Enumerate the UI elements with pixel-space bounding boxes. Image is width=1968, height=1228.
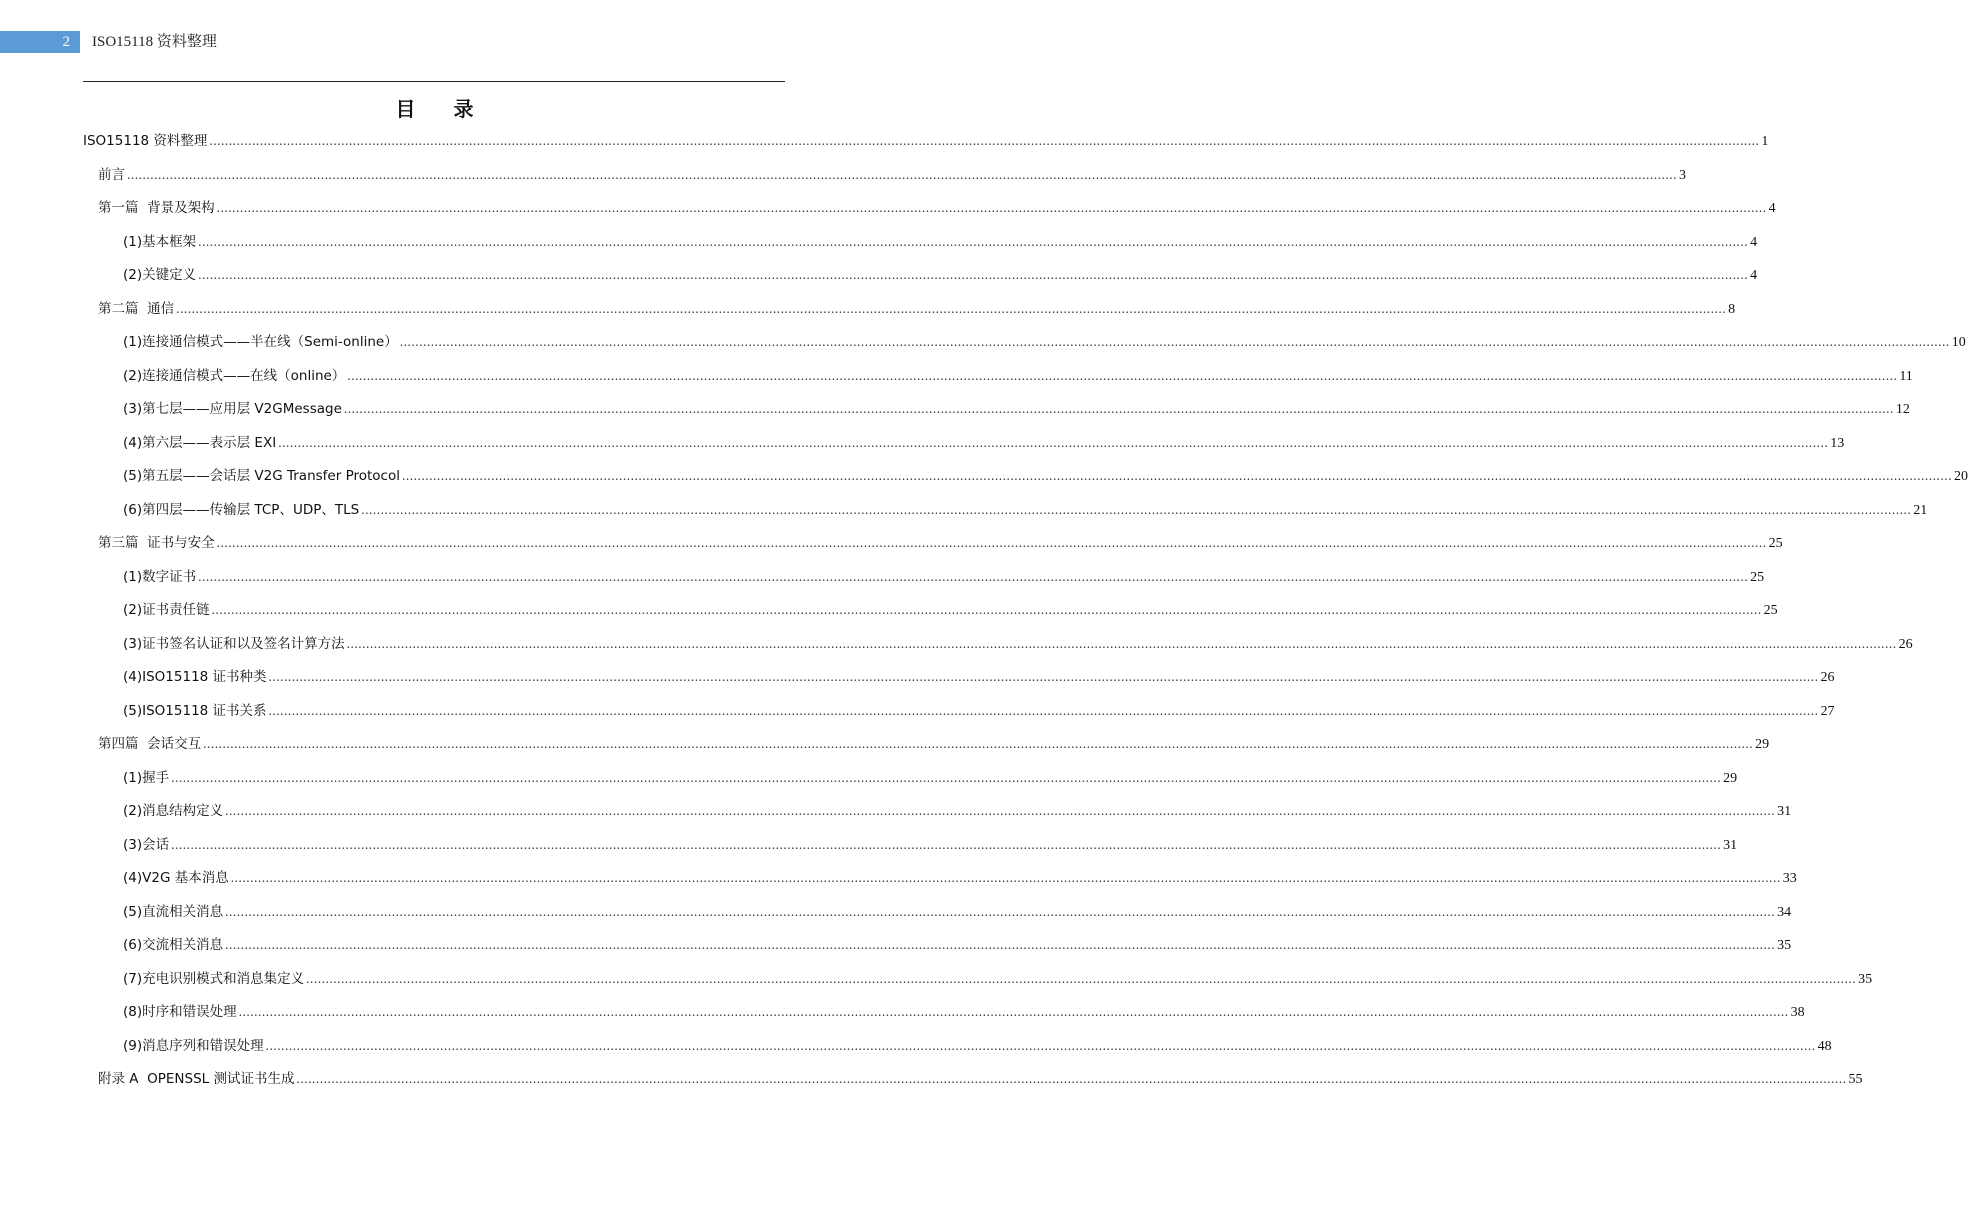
toc-entry-label: 第四篇 会话交互 [98, 736, 202, 752]
toc-entry[interactable] [123, 1035, 1832, 1057]
toc-entry[interactable] [98, 298, 1736, 320]
toc-entry-label: 直流相关消息 [142, 903, 224, 920]
toc-dot-leader: ................................................................................................................................................................................................................................................................................................................................................................................................................ [176, 300, 1727, 316]
toc-entry-page: 13 [1830, 435, 1845, 451]
toc-dot-leader: ................................................................................................................................................................................................................................................................................................................................................................................................................ [401, 468, 1952, 483]
toc-dot-leader: ................................................................................................................................................................................................................................................................................................................................................................................................................ [209, 133, 1760, 148]
toc-entry-page: 29 [1723, 770, 1738, 786]
toc-entry-label: 数字证书 [142, 568, 197, 585]
toc-entry[interactable] [123, 264, 1758, 286]
toc-entry-label: V2G 基本消息 [142, 870, 229, 886]
toc-entry[interactable] [123, 968, 1873, 990]
toc-entry[interactable] [123, 666, 1835, 688]
toc-entry[interactable] [98, 197, 1776, 219]
toc-entry[interactable] [123, 901, 1792, 923]
toc-entry-number: (1) [123, 233, 143, 250]
toc-entry-page: 3 [1679, 167, 1686, 183]
toc-entry-page: 11 [1899, 368, 1913, 384]
toc-dot-leader: ................................................................................................................................................................................................................................................................................................................................................................................................................ [265, 1037, 1816, 1053]
toc-entry-page: 27 [1820, 703, 1835, 719]
toc-entry-number: (9) [123, 1037, 143, 1054]
toc-dot-leader: ................................................................................................................................................................................................................................................................................................................................................................................................................ [343, 401, 1894, 416]
toc-entry-page: 25 [1750, 569, 1765, 585]
toc-entry-page: 4 [1768, 201, 1776, 216]
toc-dot-leader: ................................................................................................................................................................................................................................................................................................................................................................................................................ [225, 803, 1776, 818]
toc-entry-label: ISO15118 证书种类 [142, 669, 267, 685]
header-divider [83, 81, 785, 82]
toc-entry[interactable] [123, 599, 1778, 621]
toc-entry-page: 4 [1750, 268, 1758, 283]
toc-entry-page: 26 [1820, 670, 1835, 685]
toc-entry[interactable] [98, 164, 1686, 186]
toc-entry-page: 29 [1755, 737, 1770, 752]
toc-entry-number: (2) [123, 803, 143, 819]
toc-entry[interactable] [123, 800, 1792, 822]
toc-dot-leader: ................................................................................................................................................................................................................................................................................................................................................................................................................ [216, 200, 1767, 215]
toc-entry[interactable] [123, 499, 1928, 521]
toc-dot-leader: ................................................................................................................................................................................................................................................................................................................................................................................................................ [230, 870, 1781, 885]
toc-entry-label: 证书责任链 [142, 602, 210, 618]
toc-entry-label: 时序和错误处理 [142, 1004, 237, 1020]
toc-dot-leader: ................................................................................................................................................................................................................................................................................................................................................................................................................ [225, 903, 1776, 919]
toc-entry-number: (8) [123, 1004, 143, 1020]
toc-entry[interactable] [83, 130, 1769, 152]
toc-entry-label: 消息序列和错误处理 [142, 1037, 264, 1054]
toc-entry-number: (1) [123, 334, 143, 350]
page-number-badge [0, 31, 80, 53]
toc-entry-page: 21 [1913, 502, 1928, 518]
toc-entry-number: (1) [123, 568, 143, 585]
toc-entry[interactable] [123, 834, 1738, 856]
toc-dot-leader: ................................................................................................................................................................................................................................................................................................................................................................................................................ [203, 736, 1754, 751]
toc-entry-number: (7) [123, 970, 143, 987]
toc-entry-label: 第三篇 证书与安全 [98, 535, 215, 551]
toc-dot-leader: ................................................................................................................................................................................................................................................................................................................................................................................................................ [399, 334, 1950, 349]
toc-dot-leader: ................................................................................................................................................................................................................................................................................................................................................................................................................ [347, 367, 1898, 383]
toc-entry-label: 交流相关消息 [142, 937, 224, 953]
toc-entry-number: (4) [123, 669, 143, 685]
toc-entry-number: (6) [123, 501, 143, 518]
toc-entry[interactable] [123, 934, 1792, 956]
toc-dot-leader: ................................................................................................................................................................................................................................................................................................................................................................................................................ [268, 702, 1819, 718]
toc-entry[interactable] [123, 700, 1835, 722]
toc-entry-page: 8 [1728, 301, 1736, 317]
toc-entry-label: 连接通信模式——在线（online） [142, 367, 346, 384]
toc-entry-label: 第四层——传输层 TCP、UDP、TLS [142, 501, 360, 518]
toc-dot-leader: ................................................................................................................................................................................................................................................................................................................................................................................................................ [268, 669, 1819, 684]
toc-entry-label: 连接通信模式——半在线（Semi-online） [142, 334, 398, 350]
toc-entry-label: ISO15118 证书关系 [142, 702, 267, 719]
toc-entry-page: 33 [1782, 871, 1797, 886]
toc-entry-page: 34 [1777, 904, 1792, 920]
toc-entry[interactable] [98, 733, 1770, 755]
toc-entry-number: (5) [123, 702, 143, 719]
toc-entry-number: (2) [123, 602, 143, 618]
toc-entry-page: 35 [1858, 971, 1873, 987]
toc-dot-leader: ................................................................................................................................................................................................................................................................................................................................................................................................................ [198, 267, 1749, 282]
toc-entry-label: 证书签名认证和以及签名计算方法 [142, 635, 345, 652]
toc-entry-page: 48 [1817, 1038, 1832, 1054]
toc-dot-leader: ................................................................................................................................................................................................................................................................................................................................................................................................................ [211, 602, 1762, 617]
toc-dot-leader: ................................................................................................................................................................................................................................................................................................................................................................................................................ [296, 1071, 1847, 1086]
toc-entry[interactable] [98, 1068, 1863, 1090]
toc-entry-number: (5) [123, 903, 143, 920]
toc-entry-number: (4) [123, 870, 143, 886]
toc-entry-number: (1) [123, 769, 143, 786]
toc-entry-number: (3) [123, 836, 143, 853]
toc-entry-page: 20 [1953, 469, 1968, 484]
toc-entry[interactable] [123, 465, 1968, 487]
toc-entry[interactable] [123, 867, 1797, 889]
toc-dot-leader: ................................................................................................................................................................................................................................................................................................................................................................................................................ [346, 635, 1897, 651]
toc-entry-label: 第七层——应用层 V2GMessage [142, 401, 342, 417]
toc-entry-page: 38 [1790, 1005, 1805, 1020]
toc-entry-number: (3) [123, 401, 143, 417]
toc-dot-leader: ................................................................................................................................................................................................................................................................................................................................................................................................................ [171, 769, 1722, 785]
toc-heading: 目录 [395, 97, 512, 121]
toc-entry-number: (3) [123, 635, 143, 652]
toc-entry-number: (5) [123, 468, 143, 484]
toc-entry-number: (6) [123, 937, 143, 953]
toc-entry-label: 消息结构定义 [142, 803, 224, 819]
toc-entry-page: 26 [1898, 636, 1913, 652]
toc-entry-page: 31 [1723, 837, 1738, 853]
page-number: 2 [62, 33, 70, 50]
toc-entry-number: (2) [123, 367, 143, 384]
toc-dot-leader: ................................................................................................................................................................................................................................................................................................................................................................................................................ [225, 937, 1776, 952]
toc-entry-label: 第六层——表示层 EXI [142, 434, 277, 451]
toc-entry[interactable] [123, 365, 1913, 387]
running-header-title: ISO15118 资料整理 [92, 34, 217, 50]
toc-dot-leader: ................................................................................................................................................................................................................................................................................................................................................................................................................ [198, 568, 1749, 584]
toc-entry[interactable] [123, 767, 1738, 789]
toc-dot-leader: ................................................................................................................................................................................................................................................................................................................................................................................................................ [306, 970, 1857, 986]
toc-entry-page: 12 [1895, 402, 1910, 417]
toc-dot-leader: ................................................................................................................................................................................................................................................................................................................................................................................................................ [171, 836, 1722, 852]
toc-entry-label: ISO15118 资料整理 [83, 133, 208, 149]
toc-entry-page: 25 [1768, 536, 1783, 551]
toc-entry[interactable] [123, 432, 1845, 454]
toc-entry-page: 25 [1763, 603, 1778, 618]
toc-entry[interactable] [123, 398, 1910, 420]
toc-entry-label: 第一篇 背景及架构 [98, 200, 215, 216]
toc-entry-label: 关键定义 [142, 267, 197, 283]
toc-entry-label: 充电识别模式和消息集定义 [142, 970, 305, 987]
toc-dot-leader: ................................................................................................................................................................................................................................................................................................................................................................................................................ [238, 1004, 1789, 1019]
toc-entry-label: 第二篇 通信 [98, 300, 175, 317]
toc-entry-label: 前言 [98, 166, 125, 183]
toc-dot-leader: ................................................................................................................................................................................................................................................................................................................................................................................................................ [216, 535, 1767, 550]
toc-entry-page: 4 [1750, 234, 1758, 250]
toc-entry[interactable] [123, 1001, 1805, 1023]
toc-entry-number: (2) [123, 267, 143, 283]
toc-entry-page: 35 [1777, 938, 1792, 953]
toc-dot-leader: ................................................................................................................................................................................................................................................................................................................................................................................................................ [361, 501, 1912, 517]
toc-entry-page: 10 [1951, 335, 1966, 350]
toc-entry[interactable] [123, 231, 1758, 253]
toc-entry-label: 附录 A OPENSSL 测试证书生成 [98, 1071, 295, 1087]
toc-entry-label: 握手 [142, 769, 170, 786]
toc-dot-leader: ................................................................................................................................................................................................................................................................................................................................................................................................................ [278, 434, 1829, 450]
toc-dot-leader: ................................................................................................................................................................................................................................................................................................................................................................................................................ [198, 233, 1749, 249]
toc-entry-label: 基本框架 [142, 233, 197, 250]
toc-entry-page: 1 [1761, 134, 1769, 149]
toc-entry[interactable] [123, 331, 1966, 353]
toc-dot-leader: ................................................................................................................................................................................................................................................................................................................................................................................................................ [127, 166, 1677, 182]
toc-entry[interactable] [123, 566, 1765, 588]
toc-entry-page: 55 [1848, 1072, 1863, 1087]
toc-entry[interactable] [123, 633, 1913, 655]
toc-entry-label: 第五层——会话层 V2G Transfer Protocol [142, 468, 400, 484]
toc-entry-number: (4) [123, 434, 143, 451]
toc-entry-label: 会话 [142, 836, 170, 853]
toc-entry-page: 31 [1777, 804, 1792, 819]
toc-entry[interactable] [98, 532, 1783, 554]
